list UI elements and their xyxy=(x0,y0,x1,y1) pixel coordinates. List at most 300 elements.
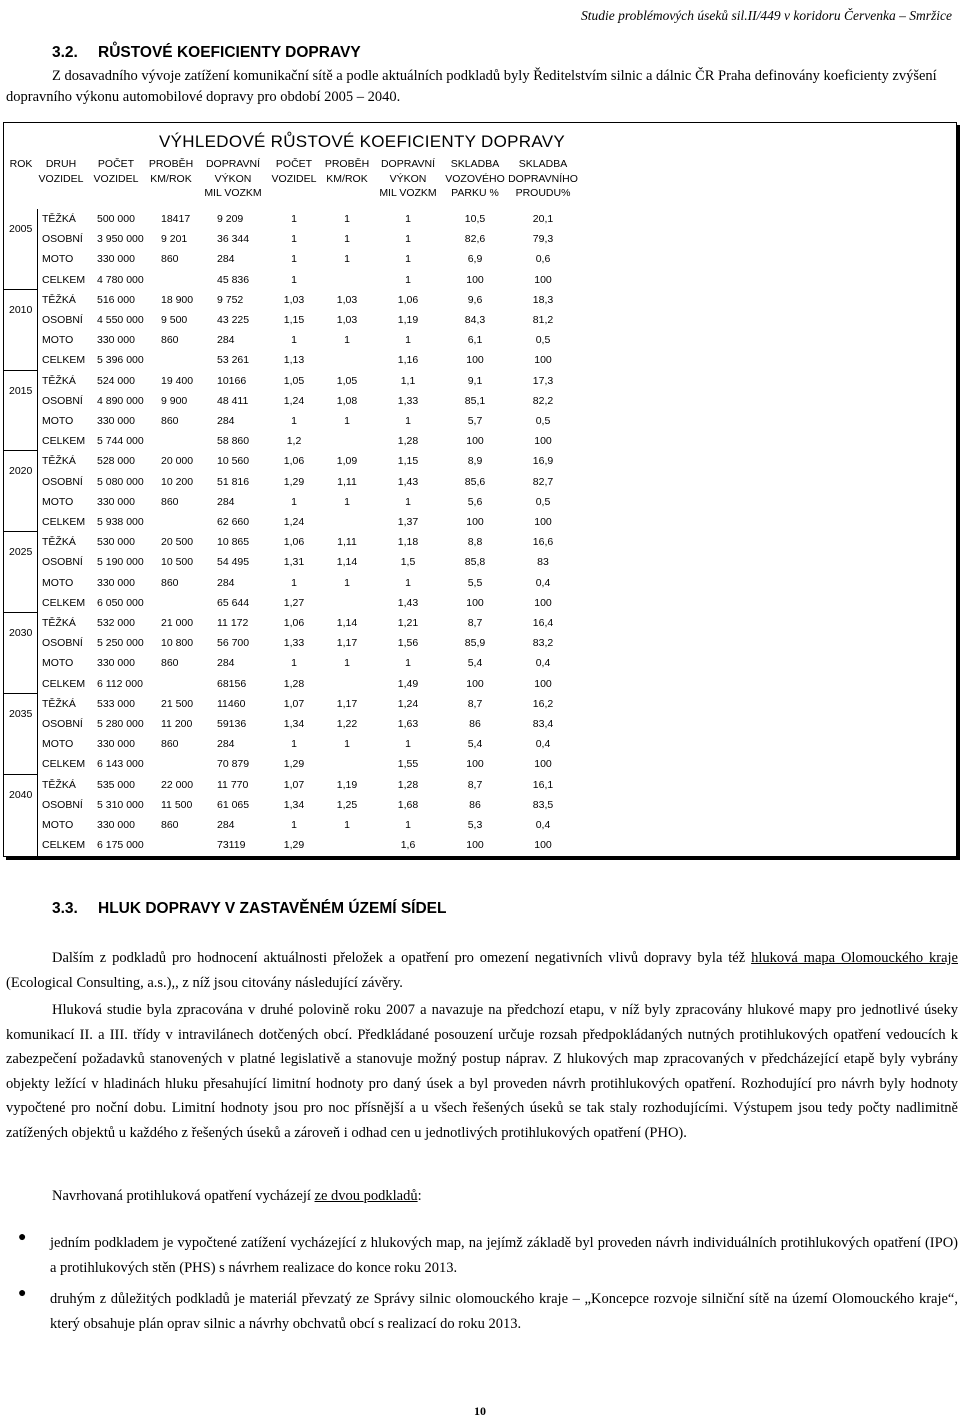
column-header-line: SKLADBA xyxy=(450,158,500,170)
table-cell: 83,4 xyxy=(532,718,554,730)
table-cell: 1 xyxy=(405,819,411,831)
table-cell: 524 000 xyxy=(97,374,135,387)
table-cell: 1,19 xyxy=(397,314,419,326)
column-header-line: SKLADBA xyxy=(518,158,568,170)
table-cell: 16,6 xyxy=(532,536,554,549)
table-cell: 5,7 xyxy=(467,415,483,427)
table-cell: 1,14 xyxy=(336,617,358,629)
table-cell: 6 112 000 xyxy=(97,677,143,690)
table-cell: 5,5 xyxy=(467,576,483,589)
table-cell: 36 344 xyxy=(217,233,250,246)
table-cell: 1,22 xyxy=(336,718,358,730)
table-cell: 1 xyxy=(405,495,411,508)
table-cell: 1,07 xyxy=(283,778,305,791)
table-cell: 54 495 xyxy=(217,556,250,569)
table-cell: 43 225 xyxy=(217,314,250,326)
column-header xyxy=(39,157,84,186)
table-cell: 0,4 xyxy=(535,657,551,670)
column-header-line: POČET xyxy=(97,158,135,170)
noise-map-link[interactable]: hluková mapa Olomouckého kraje xyxy=(751,950,958,966)
table-cell: 22 000 xyxy=(161,778,194,791)
table-cell: 10 200 xyxy=(161,475,194,488)
table-cell: 1,6 xyxy=(400,839,416,852)
table-cell: 1,68 xyxy=(397,798,419,811)
table-cell: CELKEM xyxy=(42,516,86,528)
table-cell: 20 000 xyxy=(161,455,194,468)
table-cell: 1,18 xyxy=(397,536,419,549)
table-cell: 8,7 xyxy=(467,617,483,629)
table-cell: 860 xyxy=(161,415,179,427)
table-row xyxy=(4,795,956,815)
table-cell: 1 xyxy=(344,233,350,246)
table-cell: 11 500 xyxy=(161,798,193,811)
table-cell: 284 xyxy=(217,253,235,266)
table-cell: 1 xyxy=(291,253,297,266)
table-cell: 1,34 xyxy=(283,718,305,730)
table-cell: OSOBNÍ xyxy=(42,394,83,407)
table-cell: 528 000 xyxy=(97,455,135,468)
table-cell: TĚŽKÁ xyxy=(42,617,76,629)
section-number: 3.3. xyxy=(52,900,78,917)
table-cell: 860 xyxy=(161,657,179,670)
table-row xyxy=(4,371,956,391)
table-cell: 85,1 xyxy=(464,394,486,407)
bullet-dot-icon: ● xyxy=(18,1286,27,1301)
table-cell: 100 xyxy=(466,677,484,690)
table-cell: 1,63 xyxy=(397,718,419,730)
table-cell: 284 xyxy=(217,738,235,751)
table-cell: OSOBNÍ xyxy=(42,475,83,488)
table-cell: 330 000 xyxy=(97,495,135,508)
column-header xyxy=(94,157,139,186)
table-row xyxy=(4,674,956,694)
table-cell: 11 200 xyxy=(161,718,193,730)
table-cell: 85,9 xyxy=(464,637,486,650)
table-cell: 1,1 xyxy=(400,374,416,387)
table-cell: 1,34 xyxy=(283,798,305,811)
table-cell: 1,07 xyxy=(283,697,305,710)
section-heading-3-3 xyxy=(52,900,447,918)
table-cell: 1 xyxy=(291,415,297,427)
table-cell: 330 000 xyxy=(97,738,135,751)
table-cell: 1 xyxy=(405,738,411,751)
table-cell: 100 xyxy=(534,758,552,771)
table-cell: 1,06 xyxy=(283,617,305,629)
table-cell: 330 000 xyxy=(97,819,135,831)
table-cell: 1,24 xyxy=(283,394,305,407)
table-cell: 10166 xyxy=(217,374,247,387)
table-cell: 330 000 xyxy=(97,657,135,670)
table-cell: 1,17 xyxy=(336,697,358,710)
table-cell: 82,6 xyxy=(464,233,486,246)
table-cell: 1,43 xyxy=(397,475,419,488)
table-cell: 6,1 xyxy=(467,334,483,347)
table-cell: TĚŽKÁ xyxy=(42,455,76,468)
table-cell: 4 780 000 xyxy=(97,273,144,286)
table-row xyxy=(4,492,956,512)
table-cell: 9 201 xyxy=(161,233,188,246)
table-cell: 330 000 xyxy=(97,334,135,347)
table-cell: 5 280 000 xyxy=(97,718,144,730)
table-cell: 58 860 xyxy=(217,435,250,448)
table-cell: 1 xyxy=(405,334,411,347)
table-cell: OSOBNÍ xyxy=(42,798,83,811)
table-cell: 860 xyxy=(161,253,179,266)
table-cell: 284 xyxy=(217,334,235,347)
table-cell: 11 172 xyxy=(217,617,249,629)
section-heading-3-2 xyxy=(52,44,361,62)
table-row xyxy=(4,209,956,229)
table-cell: 533 000 xyxy=(97,697,135,710)
paragraph-sources xyxy=(6,1184,958,1209)
table-cell: 330 000 xyxy=(97,415,135,427)
table-cell: 16,2 xyxy=(532,697,554,710)
table-cell: 1,17 xyxy=(336,637,358,650)
column-header-line: PROBĚH xyxy=(324,158,370,170)
table-cell: 1,29 xyxy=(283,839,305,852)
table-cell: 1 xyxy=(344,415,350,427)
table-cell: 1,55 xyxy=(397,758,419,771)
table-cell: 1 xyxy=(344,334,350,347)
table-cell: 86 xyxy=(469,798,481,811)
table-cell: 1 xyxy=(344,819,350,831)
table-cell: 284 xyxy=(217,415,235,427)
table-cell: MOTO xyxy=(42,576,74,589)
table-cell: 61 065 xyxy=(217,798,250,811)
table-cell: 6 050 000 xyxy=(97,596,144,609)
column-header-line: MIL VOZKM xyxy=(379,187,437,199)
bullet-dot-icon: ● xyxy=(18,1230,27,1245)
table-cell: 1 xyxy=(344,657,350,670)
column-header-line: VÝKON xyxy=(214,172,252,185)
table-cell: CELKEM xyxy=(42,758,86,771)
table-cell: 860 xyxy=(161,495,179,508)
column-header-line: ROK xyxy=(9,158,33,170)
table-cell: 1,15 xyxy=(397,455,419,468)
table-row xyxy=(4,714,956,734)
table-cell: 1,11 xyxy=(337,475,357,488)
table-cell: 5,4 xyxy=(467,657,483,670)
table-cell: 100 xyxy=(466,516,484,528)
table-cell: 8,9 xyxy=(467,455,483,468)
table-cell: 83,5 xyxy=(532,798,554,811)
table-cell: 5 396 000 xyxy=(97,354,144,367)
table-cell: 5 250 000 xyxy=(97,637,144,650)
table-cell: 860 xyxy=(161,738,179,751)
table-cell: 1 xyxy=(291,738,297,751)
year-label: 2025 xyxy=(9,546,33,559)
column-header-line: DRUH xyxy=(45,158,77,170)
table-row xyxy=(4,350,956,370)
table-cell: CELKEM xyxy=(42,435,86,448)
table-cell: 1 xyxy=(405,576,411,589)
table-cell: 100 xyxy=(534,435,552,448)
table-cell: 16,9 xyxy=(532,455,554,468)
table-cell: OSOBNÍ xyxy=(42,556,83,569)
table-cell: 16,1 xyxy=(532,778,554,791)
table-row xyxy=(4,815,956,835)
table-cell: 284 xyxy=(217,657,235,670)
table-cell: 5,3 xyxy=(467,819,483,831)
table-cell: 6 175 000 xyxy=(97,839,144,852)
table-cell: 11 770 xyxy=(217,778,249,791)
table-cell: 100 xyxy=(534,677,552,690)
table-cell: 0,5 xyxy=(535,415,551,427)
table-cell: 1,49 xyxy=(397,677,419,690)
table-row xyxy=(4,229,956,249)
paragraph-text: (Ecological Consulting, a.s.),, z níž jsou citovány následující závěry. xyxy=(6,974,403,991)
table-cell: 1,14 xyxy=(336,556,358,569)
column-header-line: KM/ROK xyxy=(326,172,368,185)
table-cell: 9,1 xyxy=(467,374,483,387)
table-cell: 1 xyxy=(405,233,411,246)
table-row xyxy=(4,472,956,492)
table-cell: 5,6 xyxy=(467,495,483,508)
table-cell: TĚŽKÁ xyxy=(42,374,76,387)
table-cell: 10 560 xyxy=(217,455,250,468)
table-cell: 530 000 xyxy=(97,536,135,549)
table-cell: 100 xyxy=(466,758,484,771)
table-row xyxy=(4,330,956,350)
table-cell: 0,4 xyxy=(535,576,551,589)
table-row xyxy=(4,754,956,774)
table-row xyxy=(4,775,956,795)
table-cell: 1,31 xyxy=(283,556,305,569)
table-cell: 0,5 xyxy=(535,334,551,347)
table-cell: 11460 xyxy=(217,697,246,710)
table-cell: 1 xyxy=(291,233,297,246)
table-cell: 65 644 xyxy=(217,596,250,609)
year-label: 2035 xyxy=(9,707,33,720)
column-header-line: KM/ROK xyxy=(150,172,192,185)
paragraph-text: : xyxy=(417,1188,422,1204)
table-row xyxy=(4,290,956,310)
table-cell: 1,5 xyxy=(400,556,416,569)
table-cell: 10 865 xyxy=(217,536,250,549)
table-cell: 1,29 xyxy=(283,475,305,488)
column-header-line: VOZIDEL xyxy=(93,172,139,185)
table-cell: 9 752 xyxy=(217,293,244,306)
table-cell: 1 xyxy=(405,657,411,670)
table-cell: 100 xyxy=(466,273,484,286)
table-cell: 0,4 xyxy=(535,819,551,831)
table-cell: 1 xyxy=(291,576,297,589)
paragraph-text: Dalším z podkladů pro hodnocení aktuálnosti přeložek a opatření pro omezení negativních vlivů dopravy byla též xyxy=(52,950,752,966)
table-cell: 516 000 xyxy=(97,293,135,306)
column-header-line: VÝKON xyxy=(389,172,427,185)
table-cell: 85,6 xyxy=(464,475,486,488)
table-cell: 82,7 xyxy=(532,475,554,488)
table-cell: 100 xyxy=(534,354,552,367)
growth-coefficients-table xyxy=(3,122,957,857)
table-cell: 9 209 xyxy=(217,213,244,225)
year-label: 2015 xyxy=(9,384,33,397)
column-header-line: DOPRAVNÍ xyxy=(380,158,436,170)
table-cell: 5 310 000 xyxy=(97,798,144,811)
table-cell: 59136 xyxy=(217,718,247,730)
column-header-line: POČET xyxy=(275,158,313,170)
table-cell: 1,37 xyxy=(397,516,419,528)
table-cell: 8,7 xyxy=(467,697,483,710)
table-cell: 1 xyxy=(344,576,350,589)
table-cell: 1 xyxy=(291,657,297,670)
table-row xyxy=(4,270,956,290)
table-row xyxy=(4,451,956,471)
bullet-item-2: druhým z důležitých podkladů je materiál převzatý ze Správy silnic olomouckého kraje – „Koncepce rozvoje silniční sítě na území Olomouckého kraje“, který obsahuje plán oprav silnic a návrhy obchvatů obcí s realizací do roku 2013. xyxy=(50,1291,958,1332)
table-cell: 4 890 000 xyxy=(97,394,144,407)
table-cell: 1,03 xyxy=(336,314,358,326)
column-header xyxy=(325,157,369,186)
table-cell: MOTO xyxy=(42,495,74,508)
table-cell: 70 879 xyxy=(217,758,250,771)
table-row xyxy=(4,552,956,572)
table-row xyxy=(4,835,956,855)
table-row xyxy=(4,613,956,633)
table-cell: 100 xyxy=(534,596,552,609)
table-cell: 48 411 xyxy=(217,394,249,407)
table-cell: 330 000 xyxy=(97,576,135,589)
table-cell: TĚŽKÁ xyxy=(42,536,76,549)
column-header xyxy=(445,157,505,201)
table-cell: 1 xyxy=(405,253,411,266)
table-cell: 10 500 xyxy=(161,556,194,569)
table-cell: 4 550 000 xyxy=(97,314,144,326)
table-cell: 9,6 xyxy=(467,293,483,306)
table-row xyxy=(4,593,956,613)
table-cell: 1,09 xyxy=(336,455,358,468)
table-cell: 1,28 xyxy=(397,778,419,791)
table-cell: TĚŽKÁ xyxy=(42,778,76,791)
table-cell: 5 080 000 xyxy=(97,475,144,488)
table-row xyxy=(4,573,956,593)
table-cell: 500 000 xyxy=(97,213,135,225)
table-cell: 1,43 xyxy=(397,596,419,609)
table-cell: MOTO xyxy=(42,738,74,751)
table-cell: MOTO xyxy=(42,334,74,347)
paragraph-noise-study: Hluková studie byla zpracována v druhé polovině roku 2007 a navazuje na předchozí etapu, v níž byly zpracovány hlukové mapy pro jednotlivé úseky komunikací II. a III. třídy v intravilánech dotčených obcí. Předkládané posouzení určuje rozsah předpokládaných nutných protihlukových opatření vedoucích k zabezpečení požadavků stanovených v platné legislativě a stanovuje možný postup náprav. Z hlukových map zpracovaných v předcházející etapě byly vybrány objekty ležící v hladinách hluku přesahující limitní hodnoty pro daný úsek a byl proveden návrh protihlukových opatření. Rozhodující pro návrh byly hodnoty vypočtené pro noční dobu. Limitní hodnoty jsou pro noc přísnější a u všech řešených úseků se tak staly rozhodujícími. Výstupem jsou tedy počty nadlimitně zatížených objektů u každého z řešených úseků a zároveň i odhad cen u jednotlivých protihlukových opatření (PHO). xyxy=(6,1002,958,1141)
table-cell: CELKEM xyxy=(42,677,86,690)
table-cell: 330 000 xyxy=(97,253,135,266)
table-cell: 1,33 xyxy=(283,637,305,650)
column-header-line: VOZIDEL xyxy=(38,172,84,185)
column-header-line: VOZOVÉHO xyxy=(445,172,505,185)
table-cell: 45 836 xyxy=(217,273,250,286)
table-cell: OSOBNÍ xyxy=(42,233,83,246)
table-cell: 535 000 xyxy=(97,778,135,791)
table-row xyxy=(4,532,956,552)
table-cell: 9 900 xyxy=(161,394,188,407)
table-cell: 1 xyxy=(344,495,350,508)
table-cell: 1 xyxy=(405,273,411,286)
table-cell: TĚŽKÁ xyxy=(42,213,76,225)
column-header xyxy=(508,157,578,201)
table-cell: 5 190 000 xyxy=(97,556,144,569)
table-row xyxy=(4,391,956,411)
table-cell: 1,21 xyxy=(397,617,419,629)
table-row xyxy=(4,694,956,714)
paragraph-noise-map xyxy=(6,946,958,995)
table-row xyxy=(4,249,956,269)
column-header-line: PROUDU% xyxy=(515,187,571,199)
table-cell: 284 xyxy=(217,819,235,831)
table-cell: 860 xyxy=(161,334,179,347)
year-label: 2010 xyxy=(9,303,33,316)
table-cell: 1,24 xyxy=(283,516,305,528)
table-cell: 1,28 xyxy=(397,435,419,448)
table-cell: 1,05 xyxy=(283,374,305,387)
column-header-line: VOZIDEL xyxy=(271,172,317,185)
table-cell: 1 xyxy=(291,213,297,225)
table-cell: 1 xyxy=(291,334,297,347)
table-cell: 1 xyxy=(344,213,350,225)
year-label: 2030 xyxy=(9,627,33,639)
intro-paragraph: Z dosavadního vývoje zatížení komunikační sítě a podle aktuálních podkladů byly Ředitelstvím silnic a dálnic ČR Praha definovány koeficienty zvýšení dopravního výkonu automobilové dopravy pro období 2005 – 2040. xyxy=(6,68,937,105)
section-title: RŮSTOVÉ KOEFICIENTY DOPRAVY xyxy=(98,44,361,61)
sources-underlined: ze dvou podkladů xyxy=(314,1188,418,1204)
table-cell: 0,6 xyxy=(535,253,551,266)
table-cell: 1 xyxy=(344,738,350,751)
table-cell: 100 xyxy=(534,273,552,286)
table-cell: 18417 xyxy=(161,213,191,225)
table-cell: 0,4 xyxy=(535,738,551,751)
table-cell: 51 816 xyxy=(217,475,250,488)
column-header xyxy=(379,157,436,201)
table-cell: 0,5 xyxy=(535,495,551,508)
table-cell: 1,24 xyxy=(397,697,419,710)
table-cell: 1,06 xyxy=(283,536,305,549)
table-cell: 83 xyxy=(537,556,549,569)
section-title: HLUK DOPRAVY V ZASTAVĚNÉM ÚZEMÍ SÍDEL xyxy=(98,900,447,917)
table-cell: 79,3 xyxy=(532,233,554,246)
table-cell: 1,08 xyxy=(336,394,358,407)
table-cell: 16,4 xyxy=(532,617,554,629)
table-cell: 1,16 xyxy=(397,354,419,367)
table-cell: 1,28 xyxy=(283,677,305,690)
column-header-line: PARKU % xyxy=(451,187,499,199)
table-cell: 21 500 xyxy=(161,697,194,710)
column-header-line: PROBĚH xyxy=(148,158,194,170)
table-row xyxy=(4,431,956,451)
table-cell: 21 000 xyxy=(161,617,194,629)
table-cell: 100 xyxy=(466,596,484,609)
page-number: 10 xyxy=(474,1404,486,1418)
table-cell: 1,56 xyxy=(397,637,419,650)
table-cell: 860 xyxy=(161,819,179,831)
table-row xyxy=(4,411,956,431)
table-cell: MOTO xyxy=(42,819,74,831)
table-cell: 10,5 xyxy=(464,213,486,225)
column-header-line: MIL VOZKM xyxy=(204,187,262,199)
table-cell: 1 xyxy=(405,415,411,427)
table-cell: 5,4 xyxy=(467,738,483,751)
table-cell: 85,8 xyxy=(464,556,486,569)
table-cell: 100 xyxy=(534,516,552,528)
table-row xyxy=(4,310,956,330)
table-cell: 53 261 xyxy=(217,354,250,367)
column-header xyxy=(272,157,317,186)
table-cell: 1,03 xyxy=(283,293,305,306)
table-cell: 1 xyxy=(291,819,297,831)
table-cell: 1 xyxy=(291,495,297,508)
table-cell: 1,33 xyxy=(397,394,419,407)
column-header xyxy=(149,157,193,186)
bullet-item-1: jedním podkladem je vypočtené zatížení vycházející z hlukových map, na jejímž základě byl proveden návrh individuálních protihlukových opatření (IPO) a protihlukových stěn (PHS) s návrhem realizace do konce roku 2013. xyxy=(50,1235,958,1276)
table-cell: 62 660 xyxy=(217,516,250,528)
table-cell: 1 xyxy=(344,253,350,266)
table-cell: 84,3 xyxy=(464,314,486,326)
table-cell: 3 950 000 xyxy=(97,233,144,246)
year-label: 2020 xyxy=(9,465,33,478)
